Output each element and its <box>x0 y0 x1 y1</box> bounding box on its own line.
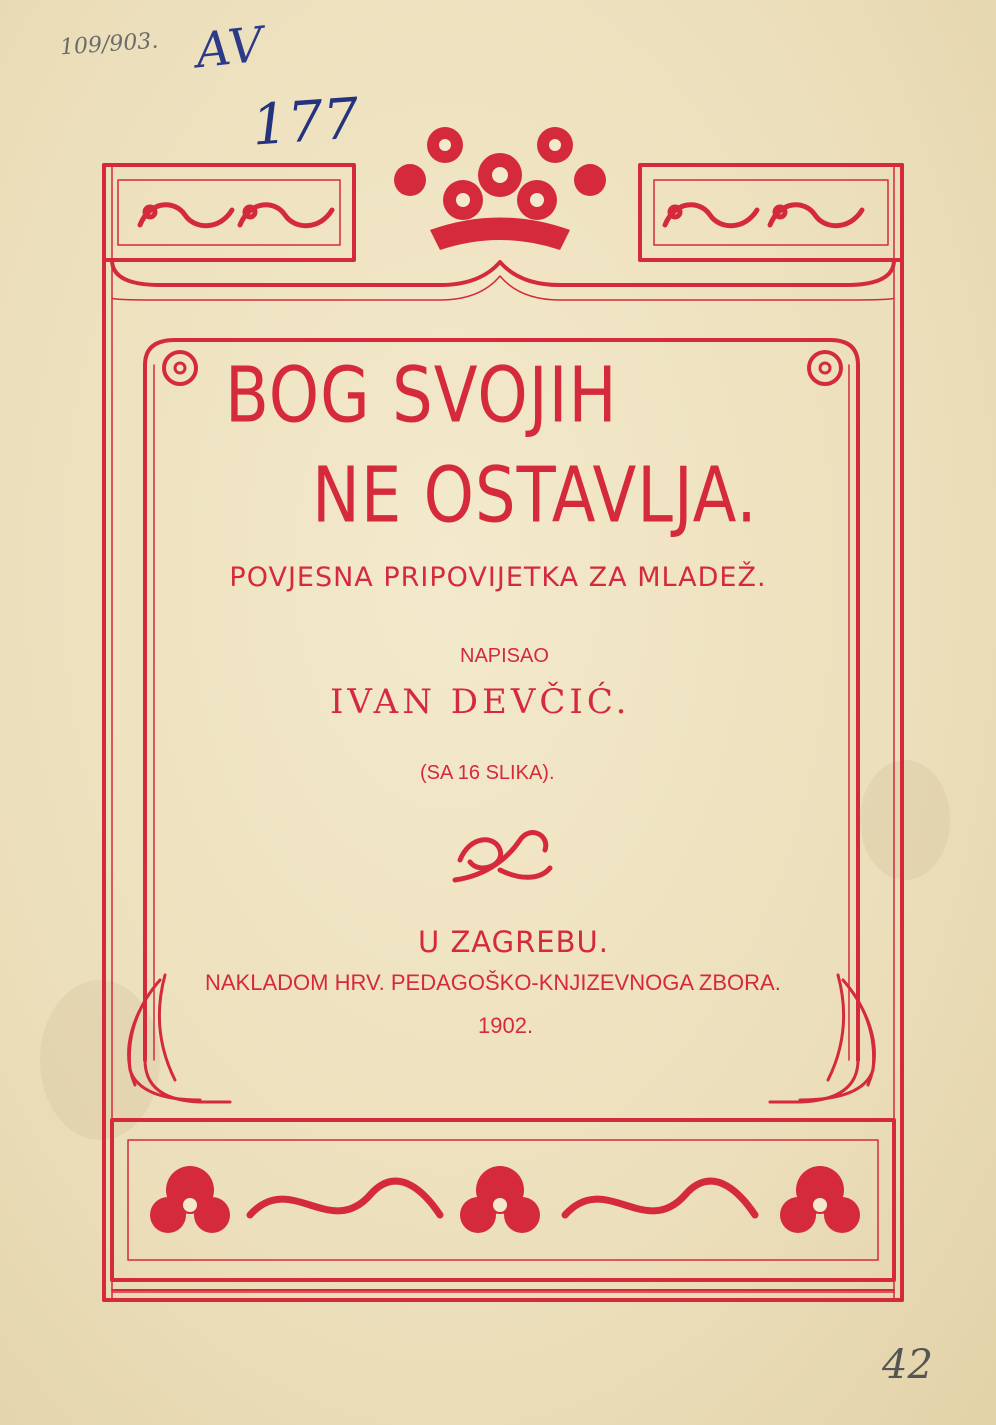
flower-ornaments <box>150 127 860 1233</box>
handwritten-archive-mark: AV <box>193 16 266 80</box>
top-right-panel-inner <box>654 180 888 245</box>
publication-year: 1902. <box>478 1013 534 1038</box>
top-left-scroll-motif <box>140 205 332 226</box>
written-by-label: NAPISAO <box>460 645 549 667</box>
handwritten-page-number: 42 <box>882 1342 933 1388</box>
top-arch-inner-line <box>112 276 894 300</box>
illustrations-note: (SA 16 SLIKA). <box>420 762 555 784</box>
top-right-scroll-motif <box>665 205 862 226</box>
spiral-left <box>164 352 196 384</box>
author-name: IVAN DEVČIĆ. <box>330 682 631 722</box>
book-subtitle: POVJESNA PRIPOVIJETKA ZA MLADEŽ. <box>229 562 767 593</box>
top-flower-bouquet <box>394 127 606 250</box>
handwritten-catalog-number: 177 <box>249 86 362 159</box>
divider-ornament <box>455 833 550 880</box>
book-title-line-1: BOG SVOJIH <box>225 352 618 441</box>
publication-place: U ZAGREBU. <box>418 925 609 959</box>
handwritten-archive-number: 109/903. <box>59 28 160 61</box>
spiral-right <box>809 352 841 384</box>
top-arch-line <box>112 260 894 285</box>
book-title-line-2: NE OSTAVLJA. <box>312 452 758 541</box>
publisher: NAKLADOM HRV. PEDAGOŠKO-KNJIZEVNOGA ZBORA. <box>205 970 781 995</box>
